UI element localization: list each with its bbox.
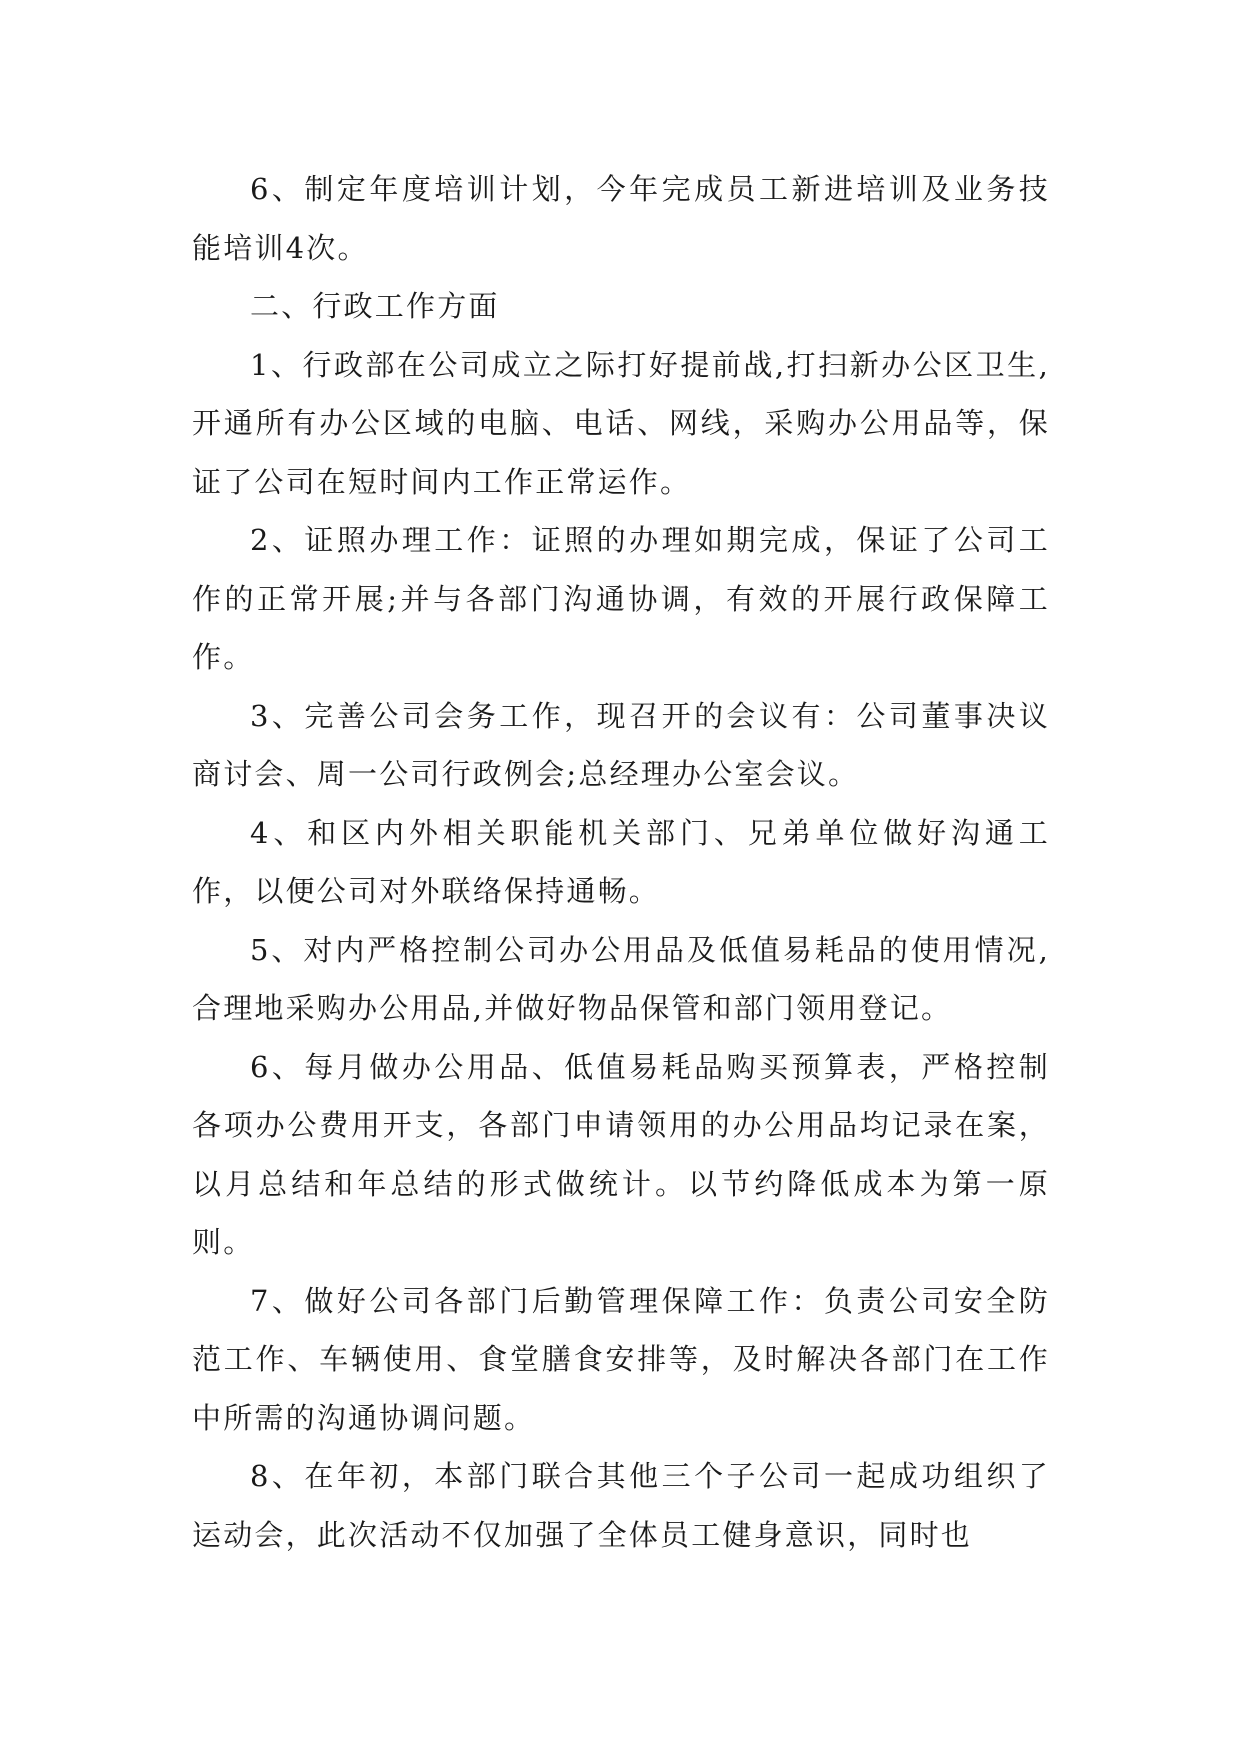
paragraph-training-plan: 6、制定年度培训计划，今年完成员工新进培训及业务技能培训4次。 <box>192 172 1050 265</box>
paragraph-item-6: 6、每月做办公用品、低值易耗品购买预算表，严格控制各项办公费用开支，各部门申请领用的办公用品均记录在案，以月总结和年总结的形式做统计。以节约降低成本为第一原则。 <box>192 1049 1050 1259</box>
paragraph-item-5: 5、对内严格控制公司办公用品及低值易耗品的使用情况,合理地采购办公用品,并做好物品保管和部门领用登记。 <box>192 932 1050 1025</box>
paragraph-item-1: 1、行政部在公司成立之际打好提前战,打扫新办公区卫生,开通所有办公区域的电脑、电话、网线，采购办公用品等，保证了公司在短时间内工作正常运作。 <box>192 347 1050 499</box>
section-heading-administration: 二、行政工作方面 <box>250 289 500 323</box>
paragraph-item-7: 7、做好公司各部门后勤管理保障工作：负责公司安全防范工作、车辆使用、食堂膳食安排等，及时解决各部门在工作中所需的沟通协调问题。 <box>192 1283 1050 1435</box>
paragraph-item-4: 4、和区内外相关职能机关部门、兄弟单位做好沟通工作，以便公司对外联络保持通畅。 <box>192 815 1050 908</box>
paragraph-item-3: 3、完善公司会务工作，现召开的会议有：公司董事决议商讨会、周一公司行政例会;总经理办公室会议。 <box>192 698 1050 791</box>
document-body <box>192 160 1050 1564</box>
paragraph-item-8: 8、在年初，本部门联合其他三个子公司一起成功组织了运动会，此次活动不仅加强了全体员工健身意识，同时也 <box>192 1459 1050 1552</box>
paragraph-item-2: 2、证照办理工作：证照的办理如期完成，保证了公司工作的正常开展;并与各部门沟通协调，有效的开展行政保障工作。 <box>192 523 1050 674</box>
